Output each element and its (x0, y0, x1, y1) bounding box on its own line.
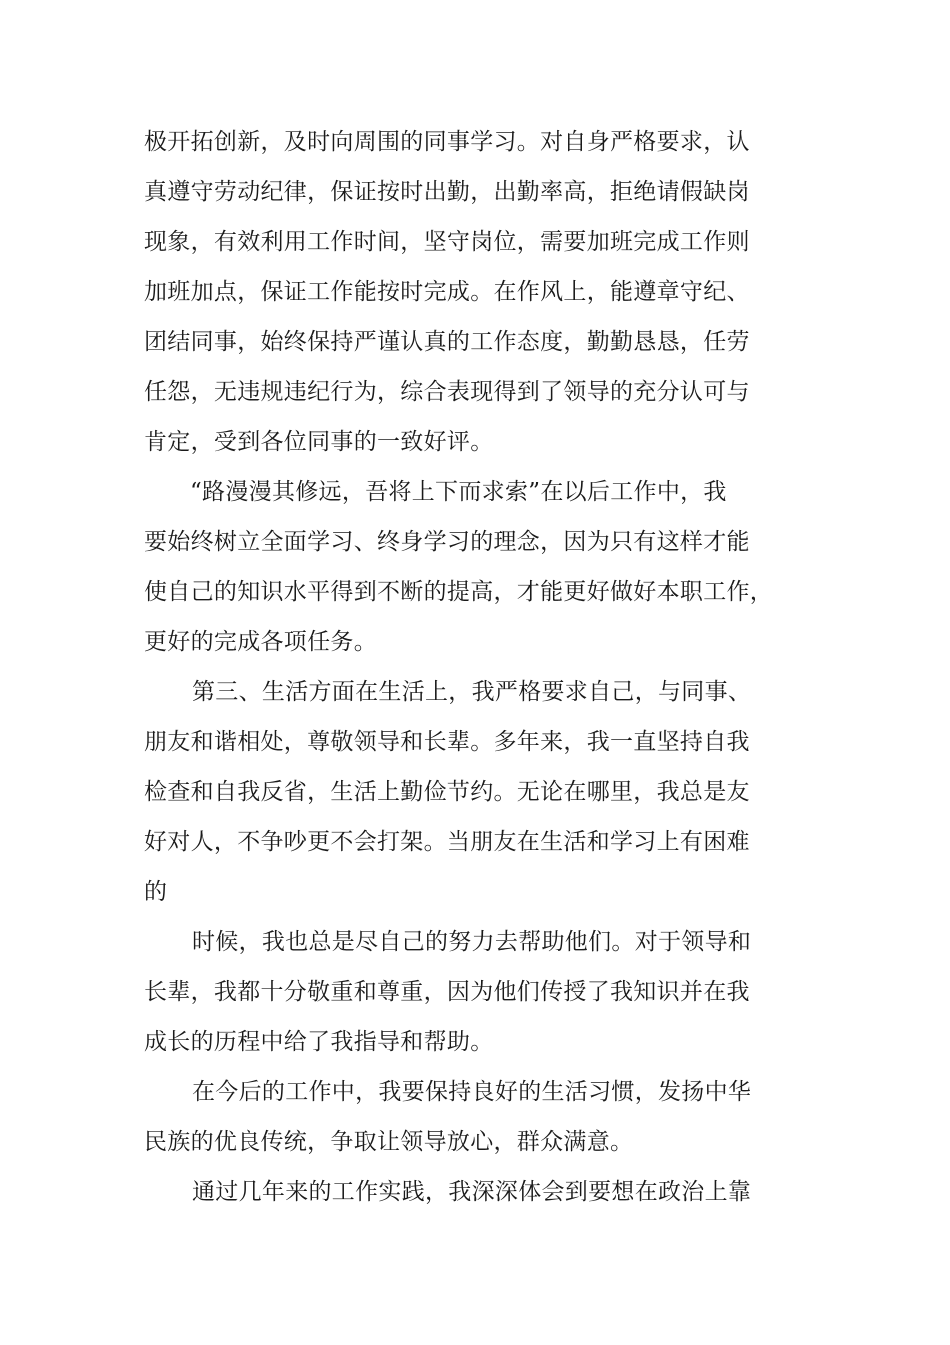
text-line: 的 (144, 879, 168, 905)
text-line: 肯定，受到各位同事的一致好评。 (144, 429, 494, 455)
paragraph-start-line: “路漫漫其修远，吾将上下而求索”在以后工作中，我 (190, 479, 727, 505)
paragraph-start-line: 第三、生活方面在生活上，我严格要求自己，与同事、 (192, 679, 752, 705)
paragraph-start-line: 时候，我也总是尽自己的努力去帮助他们。对于领导和 (192, 929, 752, 955)
text-line: 成长的历程中给了我指导和帮助。 (144, 1029, 494, 1055)
text-line: 民族的优良传统，争取让领导放心，群众满意。 (144, 1129, 634, 1155)
text-line: 更好的完成各项任务。 (144, 629, 377, 655)
text-line: 真遵守劳动纪律，保证按时出勤，出勤率高，拒绝请假缺岗 (144, 179, 750, 205)
text-line: 加班加点，保证工作能按时完成。在作风上，能遵章守纪、 (144, 279, 750, 305)
text-line: 极开拓创新，及时向周围的同事学习。对自身严格要求，认 (144, 129, 750, 155)
text-line: 检查和自我反省，生活上勤俭节约。无论在哪里，我总是友 (144, 779, 750, 805)
text-line: 长辈，我都十分敬重和尊重，因为他们传授了我知识并在我 (144, 979, 750, 1005)
text-line: 朋友和谐相处，尊敬领导和长辈。多年来，我一直坚持自我 (144, 729, 750, 755)
text-line: 使自己的知识水平得到不断的提高，才能更好做好本职工作， (144, 579, 774, 605)
text-line: 要始终树立全面学习、终身学习的理念，因为只有这样才能 (144, 529, 750, 555)
text-line: 好对人，不争吵更不会打架。当朋友在生活和学习上有困难 (144, 829, 750, 855)
text-line: 团结同事，始终保持严谨认真的工作态度，勤勤恳恳，任劳 (144, 329, 750, 355)
text-line: 现象，有效利用工作时间，坚守岗位，需要加班完成工作则 (144, 229, 750, 255)
body-text (144, 123, 774, 1223)
paragraph-start-line: 通过几年来的工作实践，我深深体会到要想在政治上靠 (192, 1179, 752, 1205)
text-line: 任怨，无违规违纪行为，综合表现得到了领导的充分认可与 (144, 379, 750, 405)
paragraph-start-line: 在今后的工作中，我要保持良好的生活习惯，发扬中华 (192, 1079, 752, 1105)
